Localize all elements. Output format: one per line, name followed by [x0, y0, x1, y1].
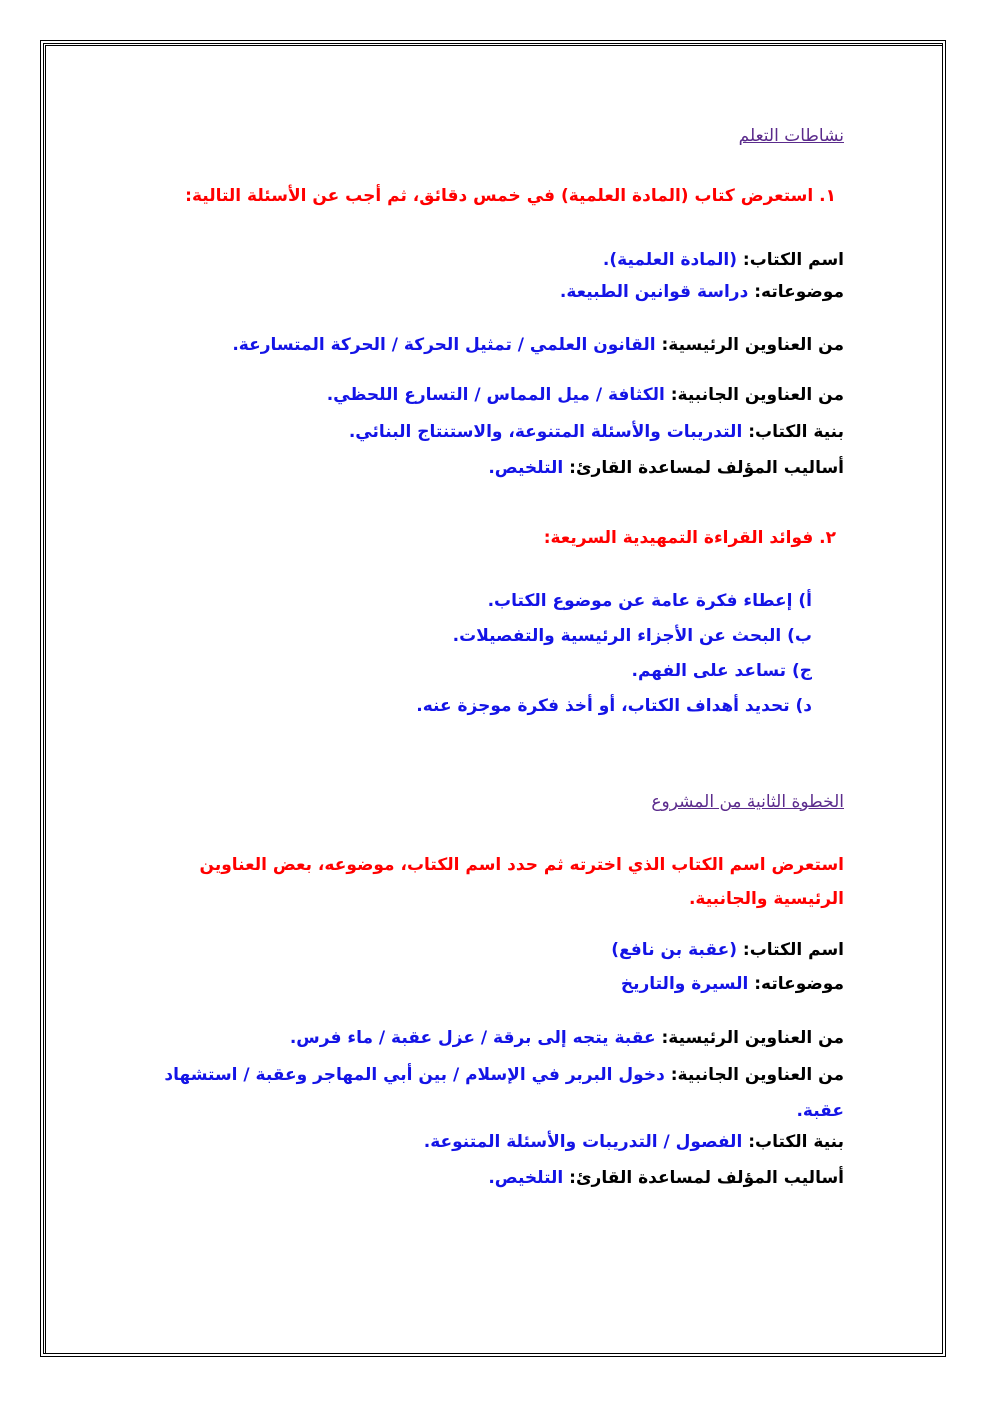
project-methods-value: التلخيص. — [488, 1168, 564, 1188]
project-instruction: استعرض اسم الكتاب الذي اخترته ثم حدد اسم الكتاب، موضوعه، بعض العناوين الرئيسية والجانبية. — [199, 855, 844, 909]
topic-line — [560, 280, 844, 304]
section-heading-project-step-2: الخطوة الثانية من المشروع — [651, 792, 844, 812]
main-titles-label: من العناوين الرئيسية: — [661, 335, 844, 355]
project-side-titles-label: من العناوين الجانبية: — [670, 1065, 844, 1085]
book-name-label: اسم الكتاب: — [742, 250, 844, 270]
project-topic-line — [621, 972, 844, 996]
project-main-titles-value: عقبة يتجه إلى برقة / عزل عقبة / ماء فرس. — [289, 1028, 656, 1048]
side-titles-label: من العناوين الجانبية: — [670, 385, 844, 405]
project-methods-label: أساليب المؤلف لمساعدة القارئ: — [569, 1168, 844, 1188]
section-heading-learning-activities: نشاطات التعلم — [738, 126, 844, 146]
methods-label: أساليب المؤلف لمساعدة القارئ: — [569, 458, 844, 478]
project-book-name-label: اسم الكتاب: — [742, 940, 844, 960]
project-book-name-line — [611, 938, 844, 962]
main-titles-line — [232, 333, 844, 357]
project-main-titles-line — [290, 1026, 844, 1050]
side-titles-value: الكثافة / ميل المماس / التسارع اللحظي. — [326, 385, 665, 405]
benefit-item: أ) إعطاء فكرة عامة عن موضوع الكتاب. — [487, 591, 812, 611]
project-topic-label: موضوعاته: — [754, 974, 844, 994]
project-topic-value: السيرة والتاريخ — [620, 974, 749, 994]
project-structure-value: الفصول / التدريبات والأسئلة المتنوعة. — [423, 1132, 743, 1152]
activity-1-instruction: ١. استعرض كتاب (المادة العلمية) في خمس دقائق، ثم أجب عن الأسئلة التالية: — [185, 186, 836, 206]
structure-line — [349, 420, 844, 444]
main-titles-value: القانون العلمي / تمثيل الحركة / الحركة المتسارعة. — [232, 335, 656, 355]
side-titles-line — [327, 383, 844, 407]
project-side-titles-line — [144, 1057, 844, 1129]
benefit-item: د) تحديد أهداف الكتاب، أو أخذ فكرة موجزة عنه. — [416, 696, 812, 716]
methods-value: التلخيص. — [488, 458, 564, 478]
benefit-item: ج) تساعد على الفهم. — [631, 661, 812, 681]
project-book-name-value: (عقبة بن نافع) — [611, 940, 737, 960]
book-name-value: (المادة العلمية). — [602, 250, 737, 270]
book-name-line — [603, 248, 844, 272]
structure-label: بنية الكتاب: — [748, 422, 844, 442]
project-main-titles-label: من العناوين الرئيسية: — [661, 1028, 844, 1048]
structure-value: التدريبات والأسئلة المتنوعة، والاستنتاج البنائي. — [348, 422, 743, 442]
topic-value: دراسة قوانين الطبيعة. — [559, 282, 749, 302]
methods-line — [488, 456, 844, 480]
project-structure-label: بنية الكتاب: — [748, 1132, 844, 1152]
project-structure-line — [424, 1130, 844, 1154]
activity-2-heading: ٢. فوائد القراءة التمهيدية السريعة: — [543, 528, 836, 548]
benefit-item: ب) البحث عن الأجزاء الرئيسية والتفصيلات. — [452, 626, 812, 646]
project-side-titles-value: دخول البربر في الإسلام / بين أبي المهاجر وعقبة / استشهاد عقبة. — [164, 1065, 844, 1121]
project-methods-line — [488, 1166, 844, 1190]
topic-label: موضوعاته: — [754, 282, 844, 302]
